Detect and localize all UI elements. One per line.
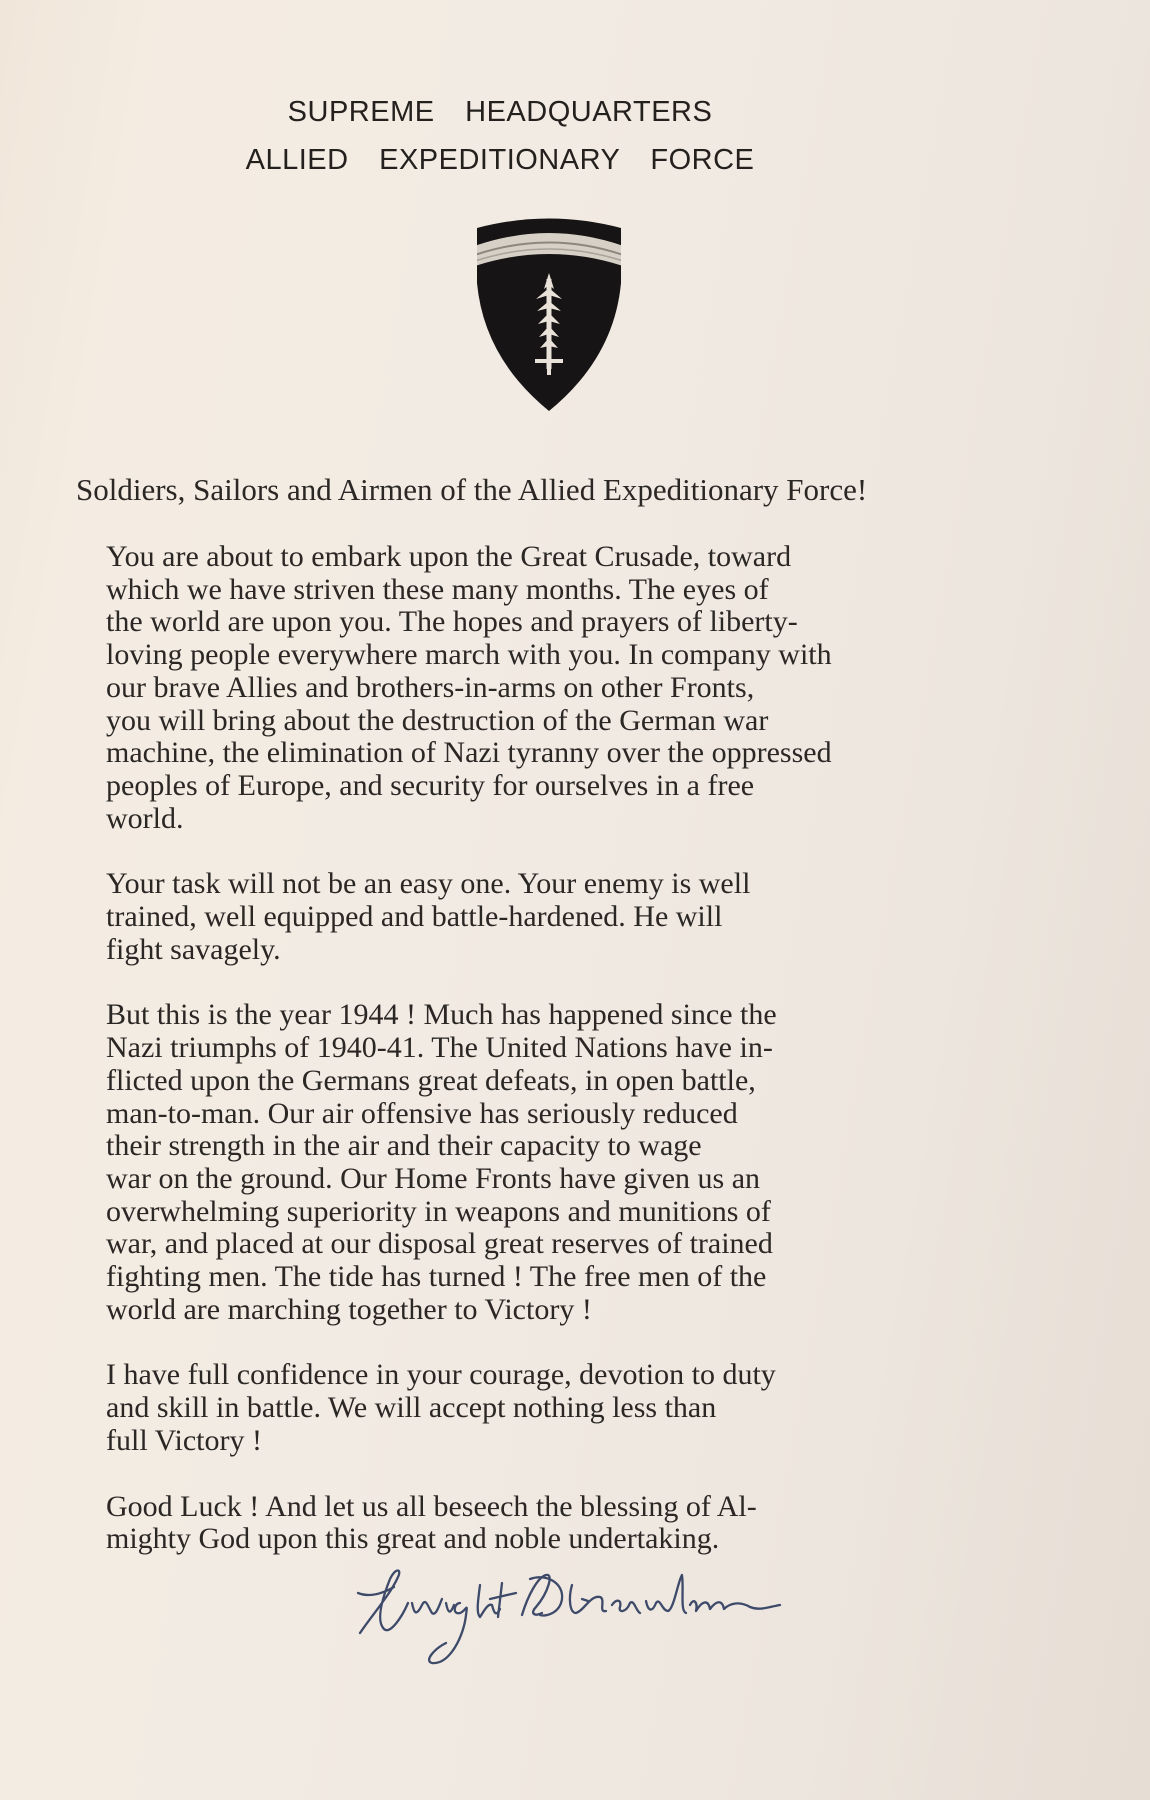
paragraph-line: full Victory ! [106,1423,262,1457]
paragraph-line: Nazi triumphs of 1940-41. The United Nations have in- [106,1031,773,1065]
paragraph-3 [106,999,986,1326]
salutation: Soldiers, Sailors and Airmen of the Allied Expeditionary Force! [76,472,868,507]
paragraph-line: I have full confidence in your courage, devotion to duty [106,1358,776,1392]
paragraph-line: world. [106,801,184,835]
shaef-insignia-icon [474,213,624,413]
paragraph-line: war on the ground. Our Home Fronts have given us an [106,1161,761,1195]
paragraph-line: machine, the elimination of Nazi tyranny over the oppressed [106,736,832,770]
paragraph-line: Your task will not be an easy one. Your enemy is well [106,867,751,901]
paragraph-1 [106,541,986,835]
paragraph-2 [106,868,986,966]
paragraph-4 [106,1359,986,1457]
paragraph-line: peoples of Europe, and security for ourselves in a free [106,768,755,802]
paragraph-line: our brave Allies and brothers-in-arms on other Fronts, [106,670,755,704]
handwritten-signature-icon [350,1555,850,1665]
paragraph-line: world are marching together to Victory ! [106,1292,592,1326]
letterhead-line-2: ALLIED EXPEDITIONARY FORCE [245,144,755,176]
paragraph-line: loving people everywhere march with you. In company with [106,638,832,672]
paragraph-line: the world are upon you. The hopes and prayers of liberty- [106,605,798,639]
paragraph-line: war, and placed at our disposal great reserves of trained [106,1227,773,1261]
order-of-the-day-body [106,541,986,1589]
letterhead-line-1: SUPREME HEADQUARTERS [287,96,713,128]
paragraph-line: you will bring about the destruction of the German war [106,703,769,737]
paragraph-line: man-to-man. Our air offensive has seriously reduced [106,1096,738,1130]
paragraph-line: flicted upon the Germans great defeats, in open battle, [106,1063,756,1097]
paragraph-line: mighty God upon this great and noble undertaking. [106,1522,720,1556]
paragraph-line: You are about to embark upon the Great Crusade, toward [106,540,792,573]
letterhead [0,88,1000,184]
paragraph-line: fighting men. The tide has turned ! The free men of the [106,1260,767,1294]
paragraph-line: fight savagely. [106,932,281,966]
paragraph-line: overwhelming superiority in weapons and munitions of [106,1194,771,1228]
paragraph-line: trained, well equipped and battle-hardened. He will [106,900,723,934]
paragraph-5 [106,1491,986,1556]
paragraph-line: But this is the year 1944 ! Much has happened since the [106,998,777,1032]
paragraph-line: which we have striven these many months. The eyes of [106,572,769,606]
paragraph-line: and skill in battle. We will accept nothing less than [106,1391,717,1425]
paragraph-line: Good Luck ! And let us all beseech the blessing of Al- [106,1489,757,1523]
paragraph-line: their strength in the air and their capacity to wage [106,1129,702,1163]
